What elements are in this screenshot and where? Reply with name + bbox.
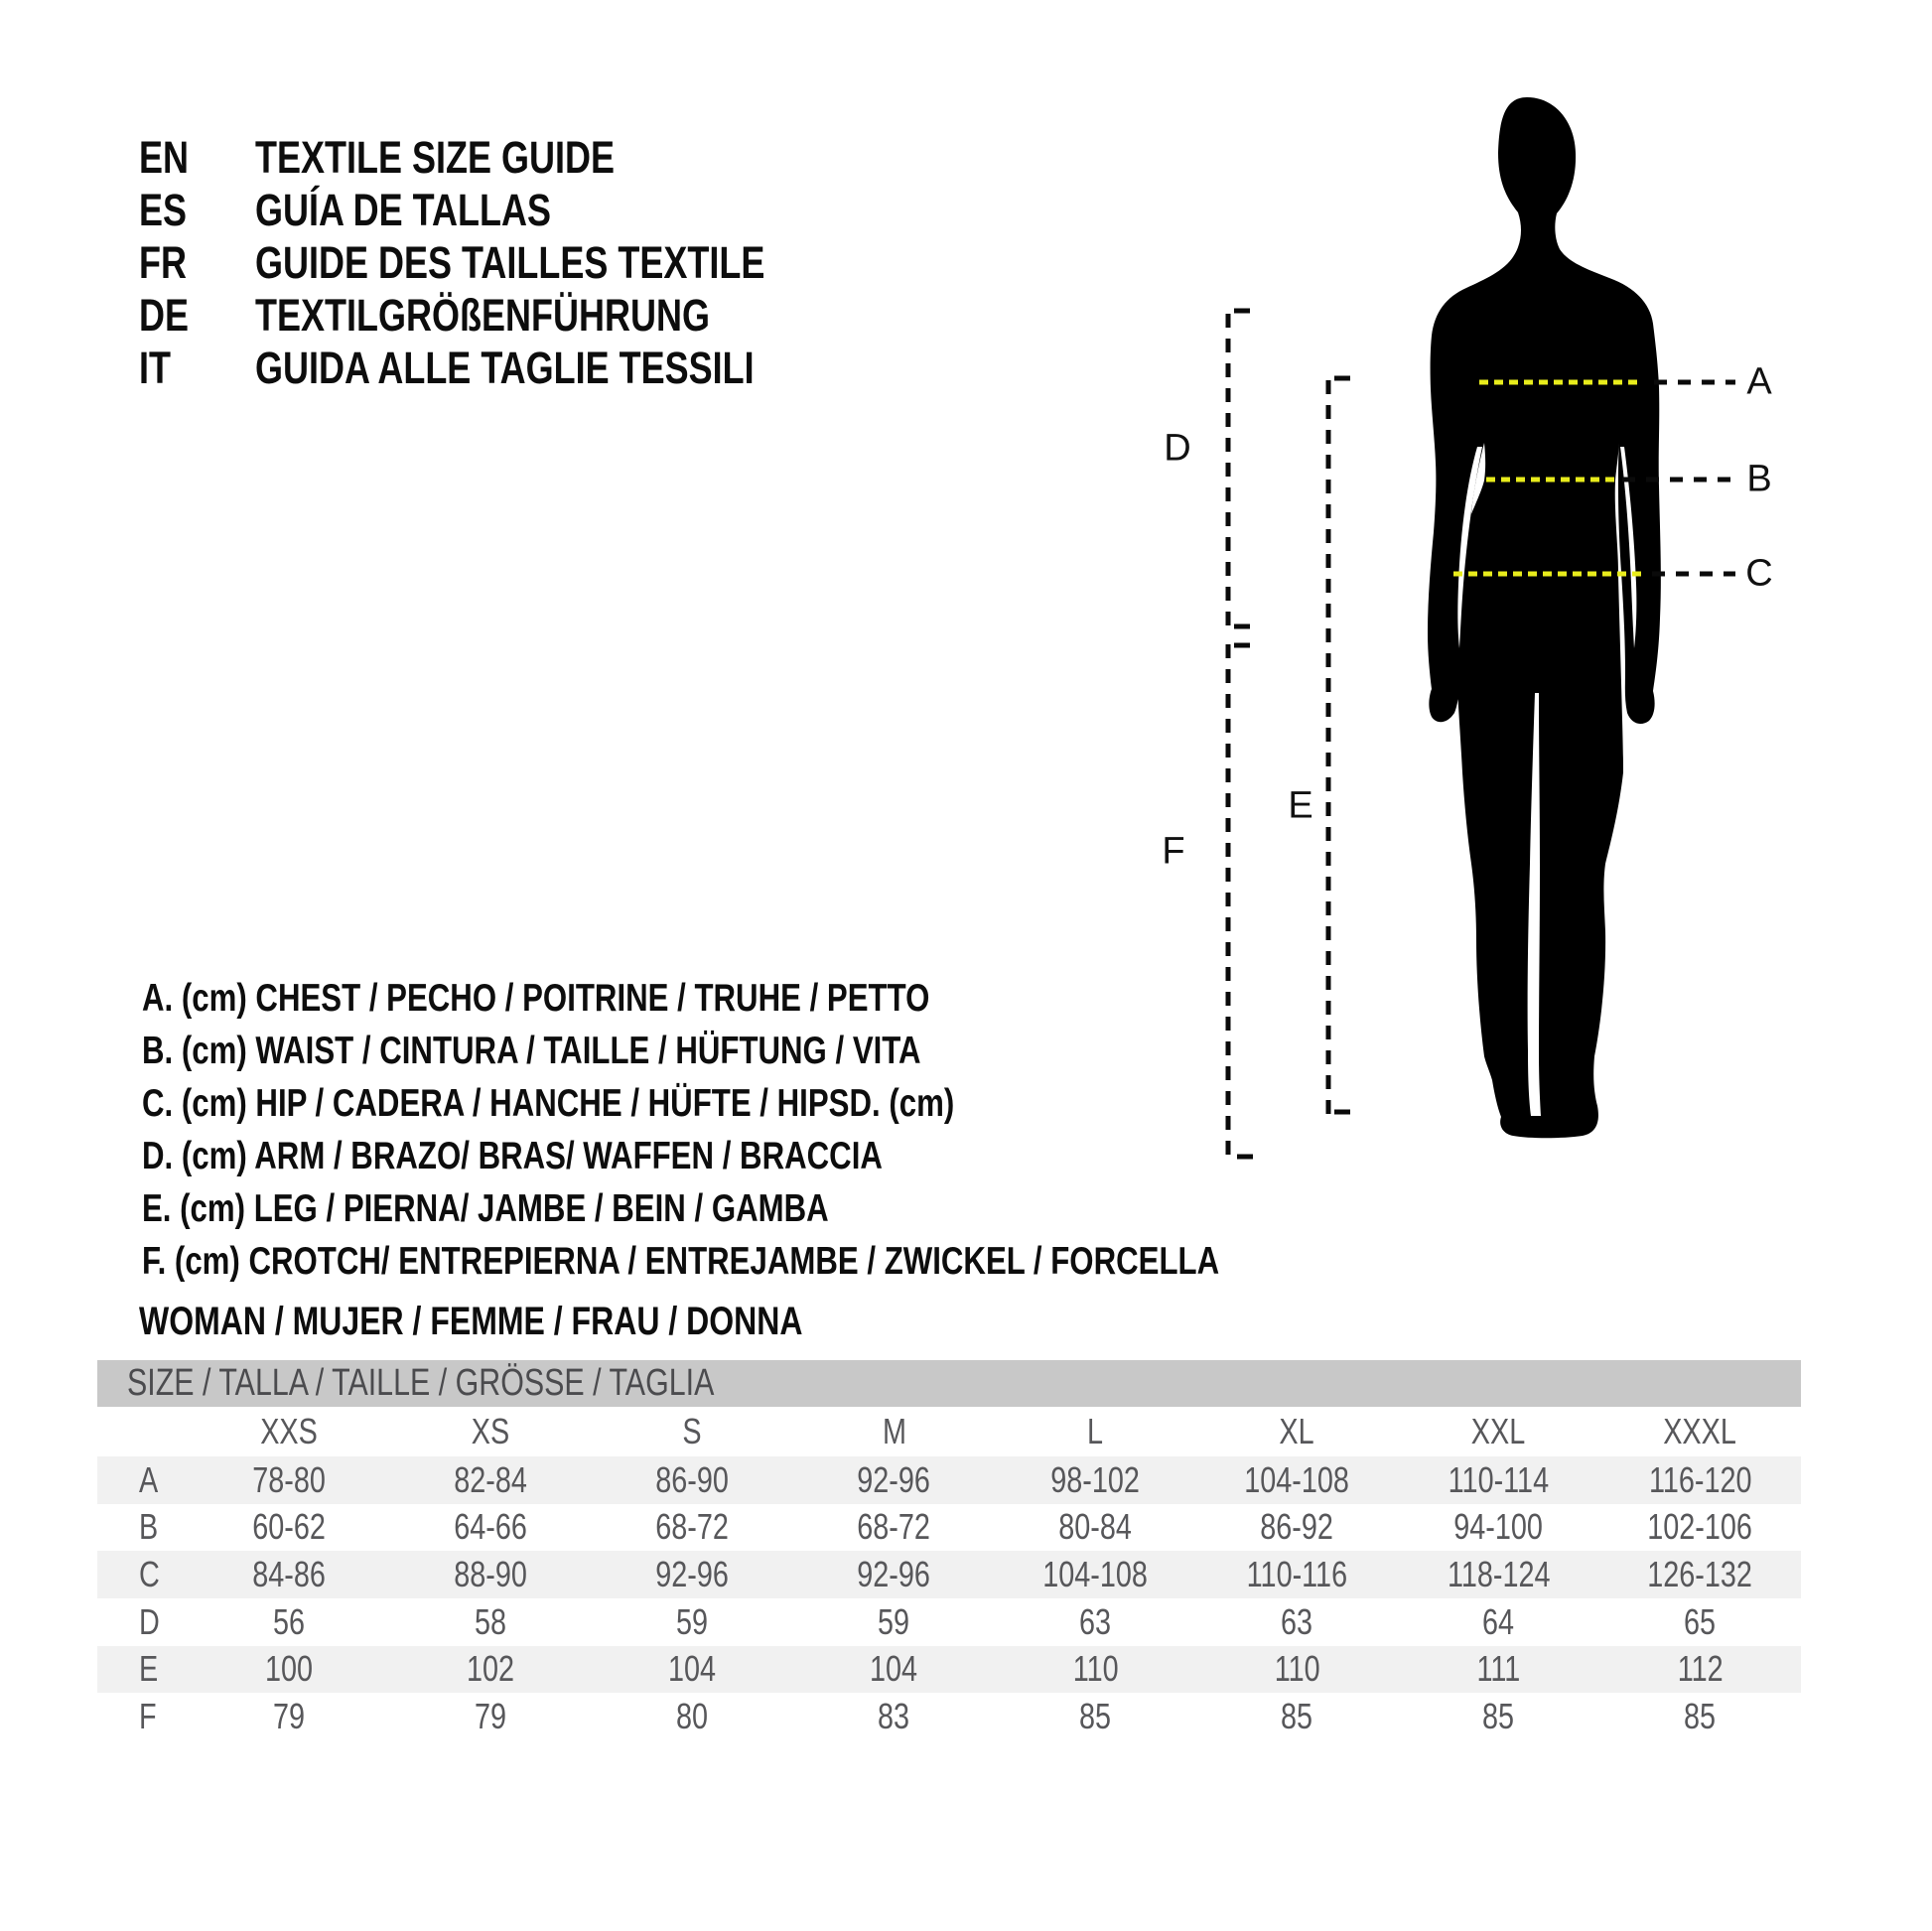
table-row-crotch: F 79 79 80 83 85 85 85 85 [139,1696,1717,1737]
legend-crotch: F. (cm) CROTCH/ ENTREPIERNA / ENTREJAMBE / ZWICKEL / FORCELLA [142,1239,1220,1283]
arm-marker-label: D [1164,427,1191,470]
lang-code-fr: FR [139,236,187,288]
table-row-waist: B 60-62 64-66 68-72 68-72 80-84 86-92 94-100 102-106 [139,1506,1753,1548]
col-xxs: XXS [260,1411,319,1451]
hip-marker-label: C [1745,552,1773,595]
page-title-es: GUÍA DE TALLAS [255,184,551,235]
lang-code-es: ES [139,184,188,235]
chest-marker-label: A [1746,360,1772,403]
legend-arm: D. (cm) ARM / BRAZO/ BRAS/ WAFFEN / BRACCIA [142,1134,883,1177]
lang-code-it: IT [139,342,171,393]
page-title-fr: GUIDE DES TAILLES TEXTILE [255,236,765,288]
size-table-header-bar [97,1360,1801,1407]
category-line: WOMAN / MUJER / FEMME / FRAU / DONNA [139,1299,803,1343]
col-xl: XL [1279,1411,1315,1451]
col-xxxl: XXXL [1663,1411,1737,1451]
legend-leg: E. (cm) LEG / PIERNA/ JAMBE / BEIN / GAMBA [142,1186,829,1230]
waist-marker-label: B [1746,458,1772,500]
measurement-legend [142,972,1488,1288]
lang-code-de: DE [139,289,190,341]
page-title-it: GUIDA ALLE TAGLIE TESSILI [255,342,755,393]
col-l: L [1087,1411,1104,1451]
legend-chest: A. (cm) CHEST / PECHO / POITRINE / TRUHE / PETTO [142,976,930,1020]
col-m: M [882,1411,906,1451]
size-columns-row [97,1407,1801,1456]
table-row-leg: E 100 102 104 104 110 110 111 112 [97,1646,1801,1694]
legend-waist: B. (cm) WAIST / CINTURA / TAILLE / HÜFTUNG / VITA [142,1029,921,1072]
col-xs: XS [472,1411,510,1451]
page-title: TEXTILE SIZE GUIDE [255,131,616,183]
size-table-title: SIZE / TALLA / TAILLE / GRÖSSE / TAGLIA [127,1362,715,1404]
table-row-arm: D 56 58 59 59 63 63 64 65 [139,1600,1717,1642]
page-title-de: TEXTILGRÖßENFÜHRUNG [255,289,710,341]
table-row-hip: C 84-86 88-90 92-96 92-96 104-108 110-116 118-124 126-132 [97,1551,1801,1598]
col-s: S [682,1411,703,1451]
table-row-chest: A 78-80 82-84 86-90 92-96 98-102 104-108 110-114 116-120 [97,1456,1801,1504]
col-xxl: XXL [1471,1411,1526,1451]
size-table [97,1360,1801,1740]
crotch-marker-label: F [1162,830,1185,873]
lang-code-en: EN [139,131,190,183]
legend-hip: C. (cm) HIP / CADERA / HANCHE / HÜFTE / HIPSD. (cm) [142,1081,955,1125]
leg-marker-label: E [1288,784,1313,827]
